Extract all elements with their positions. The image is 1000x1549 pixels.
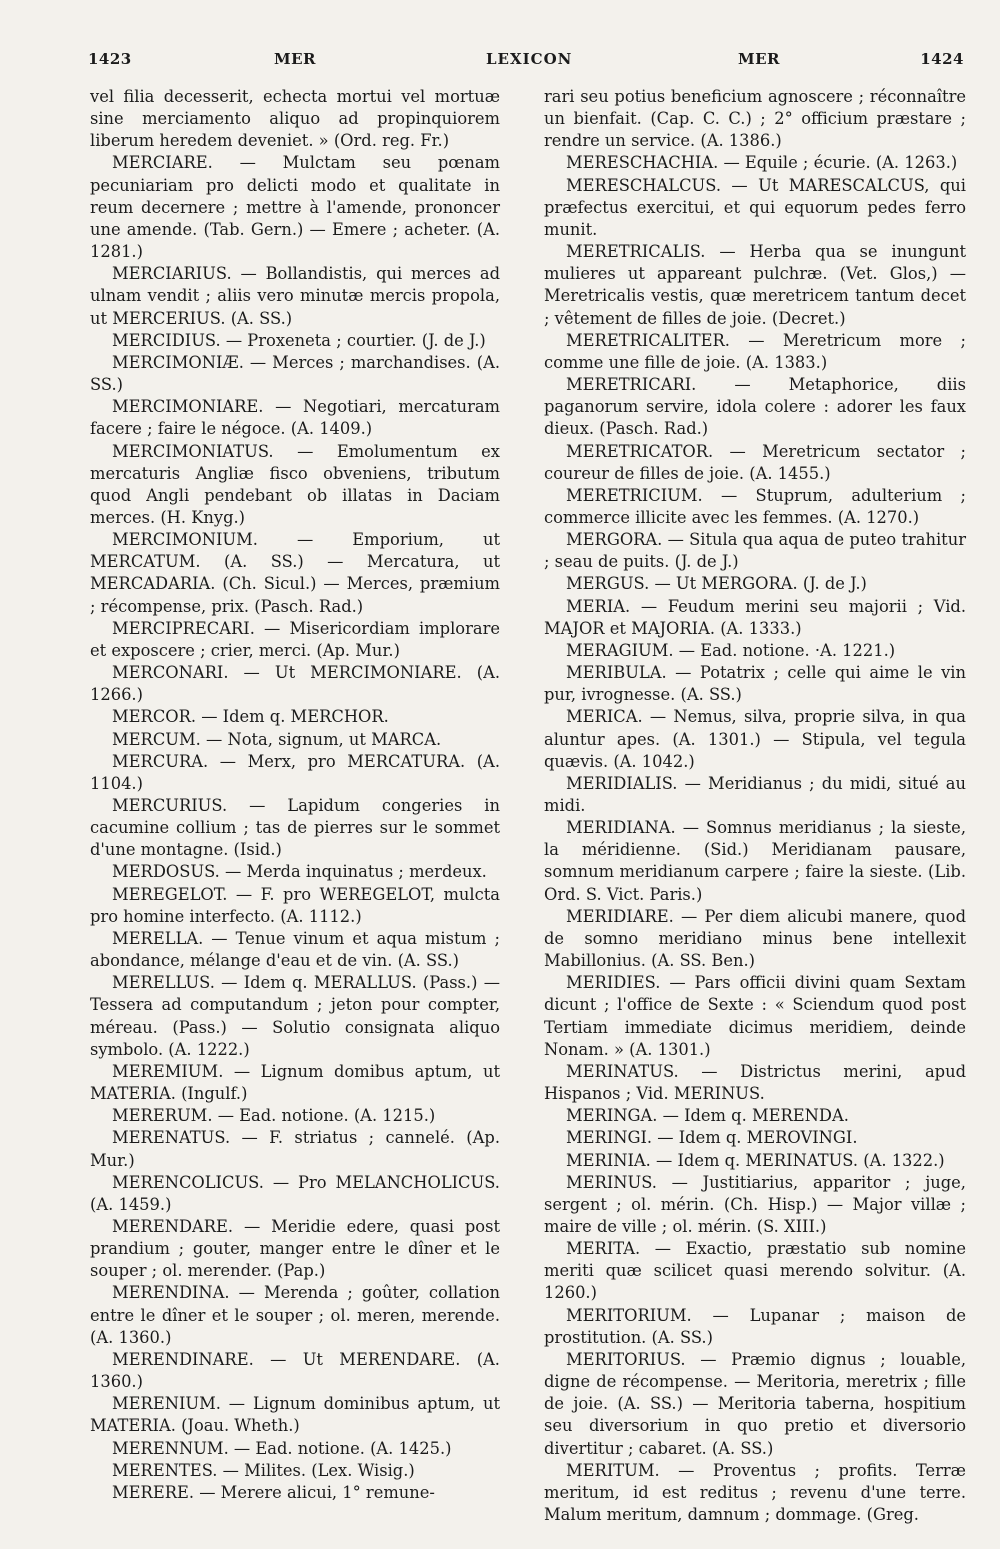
dictionary-entry: MERCIMONIUM. — Emporium, ut MERCATUM. (A. SS.) — Mercatura, ut MERCADARIA. (Ch. Sicul.) — Merces, præmium ; récompense, prix. (Pasch. Rad.)	[90, 530, 500, 616]
header-title: LEXICON	[486, 50, 573, 68]
dictionary-entry: MEREGELOT. — F. pro WEREGELOT, mulcta pro homine interfecto. (A. 1112.)	[90, 884, 500, 926]
dictionary-entry: MERCIPRECARI. — Misericordiam implorare et exposcere ; crier, merci. (Ap. Mur.)	[90, 618, 500, 660]
right-guide-word: MER	[738, 50, 781, 68]
dictionary-entry: MERGORA. — Situla qua aqua de puteo trahitur ; seau de puits. (J. de J.)	[544, 530, 966, 572]
dictionary-entry: MERELLUS. — Idem q. MERALLUS. (Pass.) — Tessera ad computandum ; jeton pour compter, méreau. (Pass.) — Solutio consignata aliquo symbolo. (A. 1222.)	[90, 973, 500, 1059]
dictionary-entry: MERETRICALITER. — Meretricum more ; comme une fille de joie. (A. 1383.)	[544, 330, 966, 372]
dictionary-entry: MERCURIUS. — Lapidum congeries in cacumine collium ; tas de pierres sur le sommet d'une montagne. (Isid.)	[90, 796, 500, 860]
left-page-number: 1423	[88, 50, 132, 68]
dictionary-entry: MERCOR. — Idem q. MERCHOR.	[112, 707, 389, 727]
dictionary-entry: MERIBULA. — Potatrix ; celle qui aime le vin pur, ivrognesse. (A. SS.)	[544, 663, 966, 705]
dictionary-entry: MERCIDIUS. — Proxeneta ; courtier. (J. de J.)	[112, 330, 486, 350]
dictionary-entry: MERITUM. — Proventus ; profits. Terræ meritum, id est reditus ; revenu d'une terre. Malum meritum, damnum ; dommage. (Greg.	[544, 1460, 966, 1524]
dictionary-entry: MERCIARIUS. — Bollandistis, qui merces ad ulnam vendit ; aliis vero minutæ mercis propola, ut MERCERIUS. (A. SS.)	[90, 264, 500, 328]
dictionary-entry: MERCUM. — Nota, signum, ut MARCA.	[112, 729, 442, 749]
dictionary-entry: MERENNUM. — Ead. notione. (A. 1425.)	[112, 1438, 452, 1458]
left-guide-word: MER	[274, 50, 317, 68]
dictionary-entry: MERETRICATOR. — Meretricum sectator ; coureur de filles de joie. (A. 1455.)	[544, 441, 966, 483]
dictionary-entry: MERCIMONIARE. — Negotiari, mercaturam facere ; faire le négoce. (A. 1409.)	[90, 397, 500, 439]
dictionary-entry: MERGUS. — Ut MERGORA. (J. de J.)	[566, 574, 867, 594]
dictionary-entry: MERETRICIUM. — Stuprum, adulterium ; commerce illicite avec les femmes. (A. 1270.)	[544, 485, 966, 527]
right-column	[544, 86, 966, 1526]
dictionary-entry: MERENDINA. — Merenda ; goûter, collation entre le dîner et le souper ; ol. meren, merende. (A. 1360.)	[90, 1283, 500, 1347]
dictionary-entry: MERELLA. — Tenue vinum et aqua mistum ; abondance, mélange d'eau et de vin. (A. SS.)	[90, 928, 500, 971]
dictionary-entry: MERERE. — Merere alicui, 1° remune-	[112, 1482, 435, 1502]
dictionary-entry: MERCIMONIÆ. — Merces ; marchandises. (A. SS.)	[90, 352, 500, 395]
dictionary-entry: MERIDIES. — Pars officii divini quam Sextam dicunt ; l'office de Sexte : « Sciendum quod post Tertiam immediate dicimus meridiem, deinde Nonam. » (A. 1301.)	[544, 973, 966, 1059]
dictionary-entry: MERENIUM. — Lignum dominibus aptum, ut MATERIA. (Joau. Wheth.)	[90, 1394, 500, 1436]
dictionary-entry: MERIDIARE. — Per diem alicubi manere, quod de somno meridiano minus bene intellexit Mabillonius. (A. SS. Ben.)	[544, 906, 966, 971]
right-page-number: 1424	[920, 50, 964, 68]
dictionary-entry: MERITORIUS. — Præmio dignus ; louable, digne de récompense. — Meritoria, meretrix ; fille de joie. (A. SS.) — Meritoria taberna, hospitium seu diversorium in quo pretio et diversorio divertitur ; cabaret. (A. SS.)	[544, 1349, 966, 1458]
dictionary-entry: MERIDIALIS. — Meridianus ; du midi, situé au midi.	[544, 773, 966, 815]
dictionary-entry: MERENDARE. — Meridie edere, quasi post prandium ; gouter, manger entre le dîner et le souper ; ol. merender. (Pap.)	[90, 1216, 500, 1281]
dictionary-entry: MERCIARE. — Mulctam seu pœnam pecuniariam pro delicti modo et qualitate in reum decernere ; mettre à l'amende, prononcer une amende. (Tab. Gern.) — Emere ; acheter. (A. 1281.)	[90, 153, 500, 262]
dictionary-entry: MEREMIUM. — Lignum domibus aptum, ut MATERIA. (Ingulf.)	[90, 1061, 500, 1104]
dictionary-entry: MERESCHALCUS. — Ut MARESCALCUS, qui præfectus exercitui, et qui equorum pedes ferro munit.	[544, 175, 966, 239]
dictionary-entry: MERENDINARE. — Ut MERENDARE. (A. 1360.)	[90, 1349, 500, 1392]
dictionary-entry: MERCIMONIATUS. — Emolumentum ex mercaturis Angliæ fisco obveniens, tributum quod Angli pendebant ob illatas in Daciam merces. (H. Knyg.)	[90, 441, 500, 527]
dictionary-entry: MERINIA. — Idem q. MERINATUS. (A. 1322.)	[566, 1150, 945, 1170]
dictionary-entry: MERAGIUM. — Ead. notione. ·A. 1221.)	[566, 640, 896, 660]
dictionary-entry: MERENCOLICUS. — Pro MELANCHOLICUS. (A. 1459.)	[90, 1172, 500, 1214]
running-header	[88, 50, 964, 76]
dictionary-entry: MERITA. — Exactio, præstatio sub nomine meriti quæ scilicet quasi merendo solvitur. (A. 1260.)	[544, 1239, 966, 1303]
dictionary-entry: MERCURA. — Merx, pro MERCATURA. (A. 1104.)	[90, 751, 500, 793]
dictionary-entry: rari seu potius beneficium agnoscere ; réconnaître un bienfait. (Cap. C. C.) ; 2° officium præstare ; rendre un service. (A. 1386.)	[544, 87, 966, 151]
dictionary-entry: MERIDIANA. — Somnus meridianus ; la sieste, la méridienne. (Sid.) Meridianam pausare, somnum meridianum carpere ; faire la sieste. (Lib. Ord. S. Vict. Paris.)	[544, 818, 966, 904]
dictionary-entry: MERERUM. — Ead. notione. (A. 1215.)	[112, 1106, 436, 1126]
dictionary-entry: MERENTES. — Milites. (Lex. Wisig.)	[112, 1460, 415, 1480]
dictionary-entry: vel filia decesserit, echecta mortui vel mortuæ sine merciamento aliquo ad propinquiorem liberum heredem deveniet. » (Ord. reg. Fr.)	[90, 87, 500, 151]
dictionary-entry: MERENATUS. — F. striatus ; cannelé. (Ap. Mur.)	[90, 1128, 500, 1170]
dictionary-entry: MERICA. — Nemus, silva, proprie silva, in qua aluntur apes. (A. 1301.) — Stipula, vel tegula quævis. (A. 1042.)	[544, 707, 966, 771]
dictionary-entry: MERETRICARI. — Metaphorice, diis paganorum servire, idola colere : adorer les faux dieux. (Pasch. Rad.)	[544, 375, 966, 439]
dictionary-entry: MERITORIUM. — Lupanar ; maison de prostitution. (A. SS.)	[544, 1305, 966, 1347]
dictionary-entry: MERIA. — Feudum merini seu majorii ; Vid. MAJOR et MAJORIA. (A. 1333.)	[544, 596, 966, 638]
dictionary-entry: MERINATUS. — Districtus merini, apud Hispanos ; Vid. MERINUS.	[544, 1061, 966, 1104]
dictionary-entry: MERETRICALIS. — Herba qua se inungunt mulieres ut appareant pulchræ. (Vet. Glos,) — Meretricalis vestis, quæ meretricem tantum decet ; vêtement de filles de joie. (Decret.)	[544, 242, 966, 328]
left-column	[90, 86, 500, 1504]
dictionary-entry: MERCONARI. — Ut MERCIMONIARE. (A. 1266.)	[90, 663, 500, 705]
dictionary-entry: MERINGA. — Idem q. MERENDA.	[566, 1106, 849, 1126]
dictionary-entry: MERINUS. — Justitiarius, apparitor ; juge, sergent ; ol. mérin. (Ch. Hisp.) — Major villæ ; maire de ville ; ol. mérin. (S. XIII.)	[544, 1172, 966, 1236]
dictionary-entry: MERINGI. — Idem q. MEROVINGI.	[566, 1128, 858, 1148]
dictionary-entry: MERDOSUS. — Merda inquinatus ; merdeux.	[112, 862, 487, 882]
dictionary-entry: MERESCHACHIA. — Equile ; écurie. (A. 1263.)	[566, 153, 958, 173]
